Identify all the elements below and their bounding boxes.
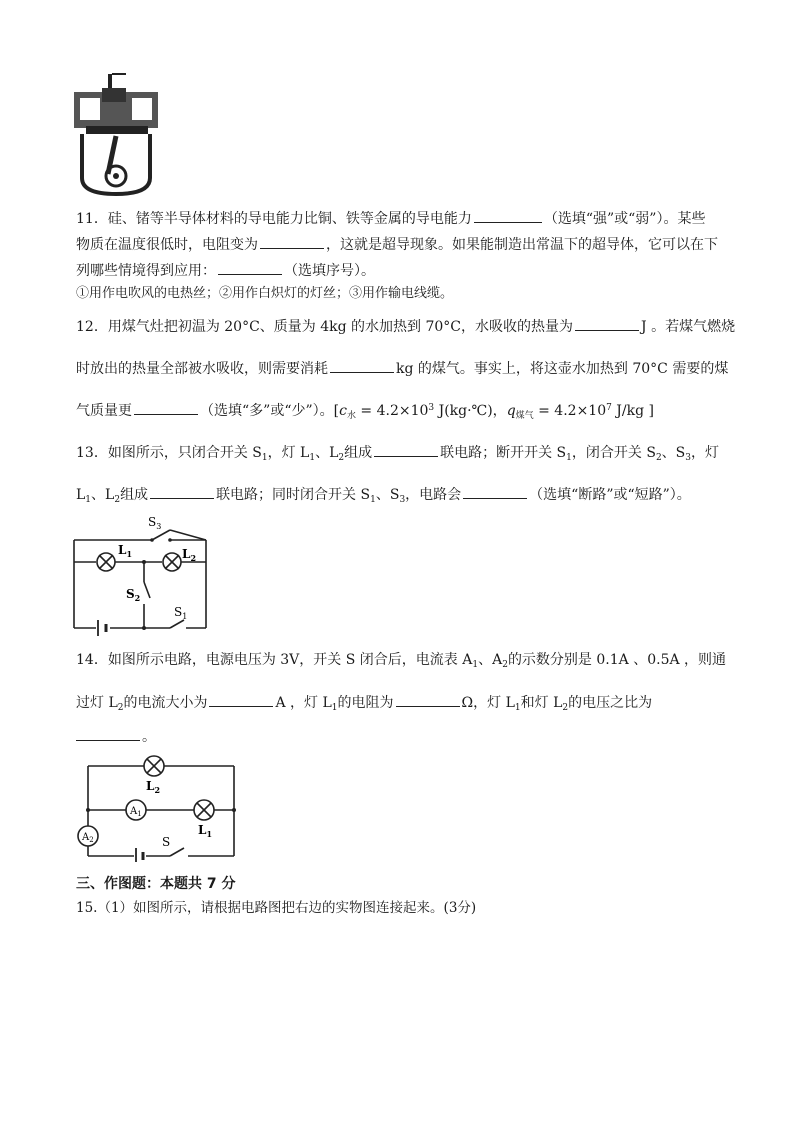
q11-line2 <box>76 234 718 255</box>
q13-text: ，灯 <box>691 445 719 461</box>
q13-sub: 2 <box>655 453 662 463</box>
q13-text: ，电路会 <box>405 487 462 503</box>
q12-text: J 。若煤气燃烧 <box>641 319 736 335</box>
q13-text: L <box>76 487 86 503</box>
q11-blank3[interactable] <box>218 260 282 275</box>
engine-diagram <box>72 70 162 198</box>
section-heading: 三、作图题：本题共 7 分 <box>76 876 236 892</box>
q14-blank2[interactable] <box>396 692 460 707</box>
q14-text: 的电流大小为 <box>123 695 208 711</box>
q15-text: 15.（1）如图所示，请根据电路图把右边的实物图连接起来。(3分) <box>76 900 477 916</box>
q13-line2 <box>76 484 691 510</box>
label-l1: $L_1$ <box>118 543 133 559</box>
label-l2: $L_2$ <box>146 779 161 795</box>
circuit-diagram-14 <box>70 752 242 862</box>
label-a2: $A_2$ <box>82 832 94 844</box>
q12-line3 <box>76 398 654 426</box>
q12-line2 <box>76 358 728 379</box>
q13-sub: 2 <box>114 495 121 505</box>
q12-blank2[interactable] <box>330 358 394 373</box>
q13-sub: 1 <box>309 453 316 463</box>
q14-blank1[interactable] <box>209 692 273 707</box>
q13-text: 联电路；断开开关 S <box>440 445 567 461</box>
q11-text: ，这就是超导现象。如果能制造出常温下的超导体，它可以在下 <box>326 237 718 253</box>
q14-text: A ，灯 L <box>275 695 332 711</box>
q14-line1 <box>76 650 726 675</box>
q11-line1 <box>76 208 705 229</box>
q12-formula: c <box>339 403 347 419</box>
q12-blank3[interactable] <box>134 400 198 415</box>
q12-formula: q <box>506 403 516 419</box>
q14-sub: 1 <box>472 660 479 670</box>
q14-sub: 2 <box>562 703 569 713</box>
label-s3: $S_3$ <box>148 515 162 531</box>
q13-blank3[interactable] <box>463 484 527 499</box>
q12-line1 <box>76 316 735 337</box>
q14-text: 、A <box>478 652 503 668</box>
q13-text: 组成 <box>344 445 373 461</box>
q11-text: 物质在温度很低时，电阻变为 <box>76 237 258 253</box>
q13-sub: 1 <box>370 495 376 505</box>
q13-text: ，灯 L <box>267 445 310 461</box>
q11-blank1[interactable] <box>474 208 542 223</box>
q12-formula: 3 <box>428 403 435 413</box>
q13-sub: 3 <box>399 495 406 505</box>
q13-sub: 1 <box>85 495 92 505</box>
label-s: S <box>162 835 171 849</box>
q14-sub: 2 <box>117 703 124 713</box>
q13-text: 、L <box>315 445 339 461</box>
q12-blank1[interactable] <box>575 316 639 331</box>
q13-line1 <box>76 442 719 468</box>
q14-text: 14．如图所示电路，电源电压为 3V，开关 S 闭合后，电流表 A <box>76 652 473 668</box>
circuit-diagram-13 <box>66 512 216 636</box>
q14-text: Ω，灯 L <box>461 695 515 711</box>
q11-options: ①用作电吹风的电热丝；②用作白炽灯的灯丝；③用作输电线缆。 <box>76 286 454 301</box>
q14-sub: 1 <box>514 703 521 713</box>
q11-text: （选填序号）。 <box>284 263 375 279</box>
q14-text: 。 <box>142 729 156 745</box>
q11-text: 11．硅、锗等半导体材料的导电能力比铜、铁等金属的导电能力 <box>76 211 472 227</box>
q13-text: （选填“断路”或“短路”）。 <box>529 487 691 503</box>
q14-text: 的电阻为 <box>337 695 394 711</box>
q11-line3 <box>76 260 375 281</box>
q13-blank2[interactable] <box>150 484 214 499</box>
q13-text: 、S <box>661 445 686 461</box>
q14-text: 过灯 L <box>76 695 118 711</box>
q14-line2 <box>76 692 652 718</box>
q13-text: 组成 <box>120 487 149 503</box>
q13-text: 13．如图所示，只闭合开关 S <box>76 445 262 461</box>
label-l2: $L_2$ <box>182 547 197 563</box>
q13-text: 联电路；同时闭合开关 S <box>216 487 371 503</box>
q12-text: 12．用煤气灶把初温为 20°C、质量为 4kg 的水加热到 70°C，水吸收的热量为 <box>76 319 574 335</box>
q14-sub: 1 <box>331 703 338 713</box>
q11-text: 列哪些情境得到应用： <box>76 263 216 279</box>
label-s2: $S_2$ <box>126 587 141 603</box>
q13-text: 、L <box>91 487 115 503</box>
q13-text: ，闭合开关 S <box>571 445 656 461</box>
q12-formula: = 4.2×10 <box>533 403 607 419</box>
q14-sub: 2 <box>502 660 508 670</box>
q12-text: （选填“多”或“少”）。[ <box>200 403 340 419</box>
q13-text: 、S <box>375 487 400 503</box>
q13-sub: 3 <box>685 453 691 463</box>
q12-formula: = 4.2×10 <box>355 403 429 419</box>
q12-formula: 7 <box>606 403 612 413</box>
q12-text: 气质量更 <box>76 403 132 419</box>
q13-blank1[interactable] <box>374 442 438 457</box>
label-s1: $S_1$ <box>174 605 188 621</box>
q12-text: 时放出的热量全部被水吸收，则需要消耗 <box>76 361 328 377</box>
q11-text: （选填“强”或“弱”）。某些 <box>543 211 706 227</box>
q14-text: 的电压之比为 <box>568 695 653 711</box>
q13-sub: 2 <box>338 453 345 463</box>
q13-sub: 1 <box>261 453 268 463</box>
q12-formula: 水 <box>346 411 356 421</box>
q14-text: 和灯 L <box>520 695 563 711</box>
q11-blank2[interactable] <box>260 234 324 249</box>
q13-sub: 1 <box>566 453 572 463</box>
q12-formula: 煤气 <box>515 411 534 421</box>
q14-line3 <box>76 726 156 747</box>
label-l1: $L_1$ <box>198 823 213 839</box>
q14-blank3[interactable] <box>76 726 140 741</box>
q12-text: kg 的煤气。事实上，将这壶水加热到 70°C 需要的煤 <box>396 361 729 377</box>
q12-formula: J/kg ] <box>611 403 654 419</box>
label-a1: $A_1$ <box>130 806 142 818</box>
q14-text: 的示数分别是 0.1A 、0.5A ，则通 <box>507 652 727 668</box>
q12-formula: J(kg·℃)， <box>434 403 507 419</box>
